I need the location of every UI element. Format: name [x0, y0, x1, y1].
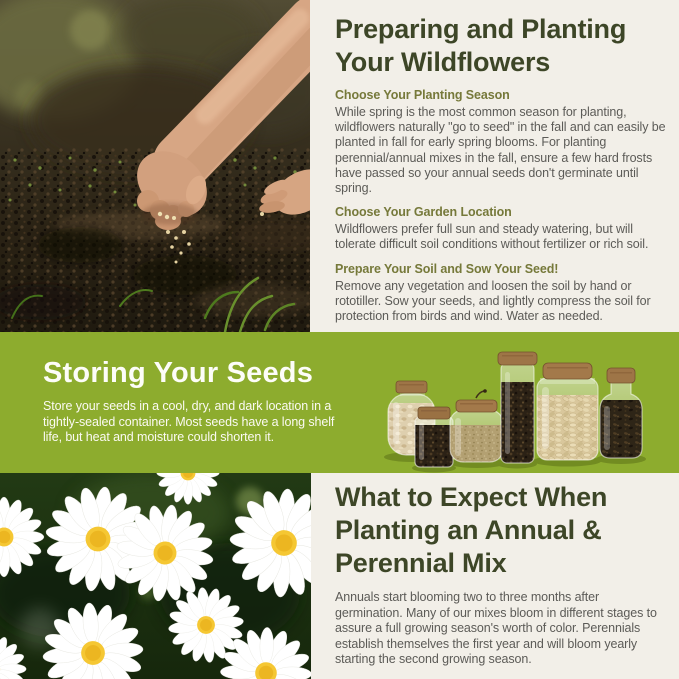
jar-pumpkin-seeds [537, 363, 598, 460]
subsection-body: Remove any vegetation and loosen the soil by hand or rototiller. Sow your seeds, and lightly compress the soil for protection from birds and wind. Water as needed. [335, 278, 651, 324]
jar-dark-tall [498, 352, 537, 463]
subsection-prepare-soil [335, 262, 679, 325]
subsection-heading: Choose Your Planting Season [335, 88, 510, 102]
expect-body: Annuals start blooming two to three months after germination. Many of our mixes bloom in different stages to assure a full growing season's worth of color. Perennials establish themselves the first year and will bloom yearly starting the second growing season. [335, 590, 657, 666]
hand-sowing-illustration [0, 0, 310, 332]
planting-section [335, 13, 679, 324]
expect-section [335, 481, 679, 668]
seed-jars-illustration [359, 332, 679, 473]
storing-body: Store your seeds in a cool, dry, and dark location in a tightly-sealed container. Most seeds have a long shelf life, but heat and moisture could shorten it. [43, 399, 335, 444]
jar-dark-small [415, 407, 453, 467]
seed-jars-photo [359, 332, 679, 473]
daisies-photo [0, 473, 311, 679]
hand-sowing-photo [0, 0, 310, 332]
jar-tan-grit [450, 389, 503, 462]
subsection-heading: Choose Your Garden Location [335, 205, 512, 220]
storing-section [0, 332, 679, 473]
expect-title: What to Expect When Planting an Annual & Perennial Mix [335, 482, 608, 578]
subsection-garden-location [335, 205, 679, 252]
subsection-body: While spring is the most common season for planting, wildflowers naturally "go to seed" in the fall and can easily be planted in fall for early spring blooms. For planting perennial/annual mixes in the fall, ensure a few hard frosts have passed so your annual seeds don't germinate until spring. [335, 105, 666, 196]
storing-title: Storing Your Seeds [43, 357, 314, 389]
subsection-body: Wildflowers prefer full sun and steady watering, but will tolerate difficult soil conditions without fertilizer or rich soil. [335, 222, 649, 252]
storing-text-block [43, 358, 383, 446]
planting-title: Preparing and Planting Your Wildflowers [335, 14, 627, 77]
daisies-illustration [0, 473, 311, 679]
jar-sunflower-seeds [600, 368, 642, 458]
subsection-heading: Prepare Your Soil and Sow Your Seed! [335, 261, 559, 276]
subsection-planting-season [335, 88, 679, 196]
